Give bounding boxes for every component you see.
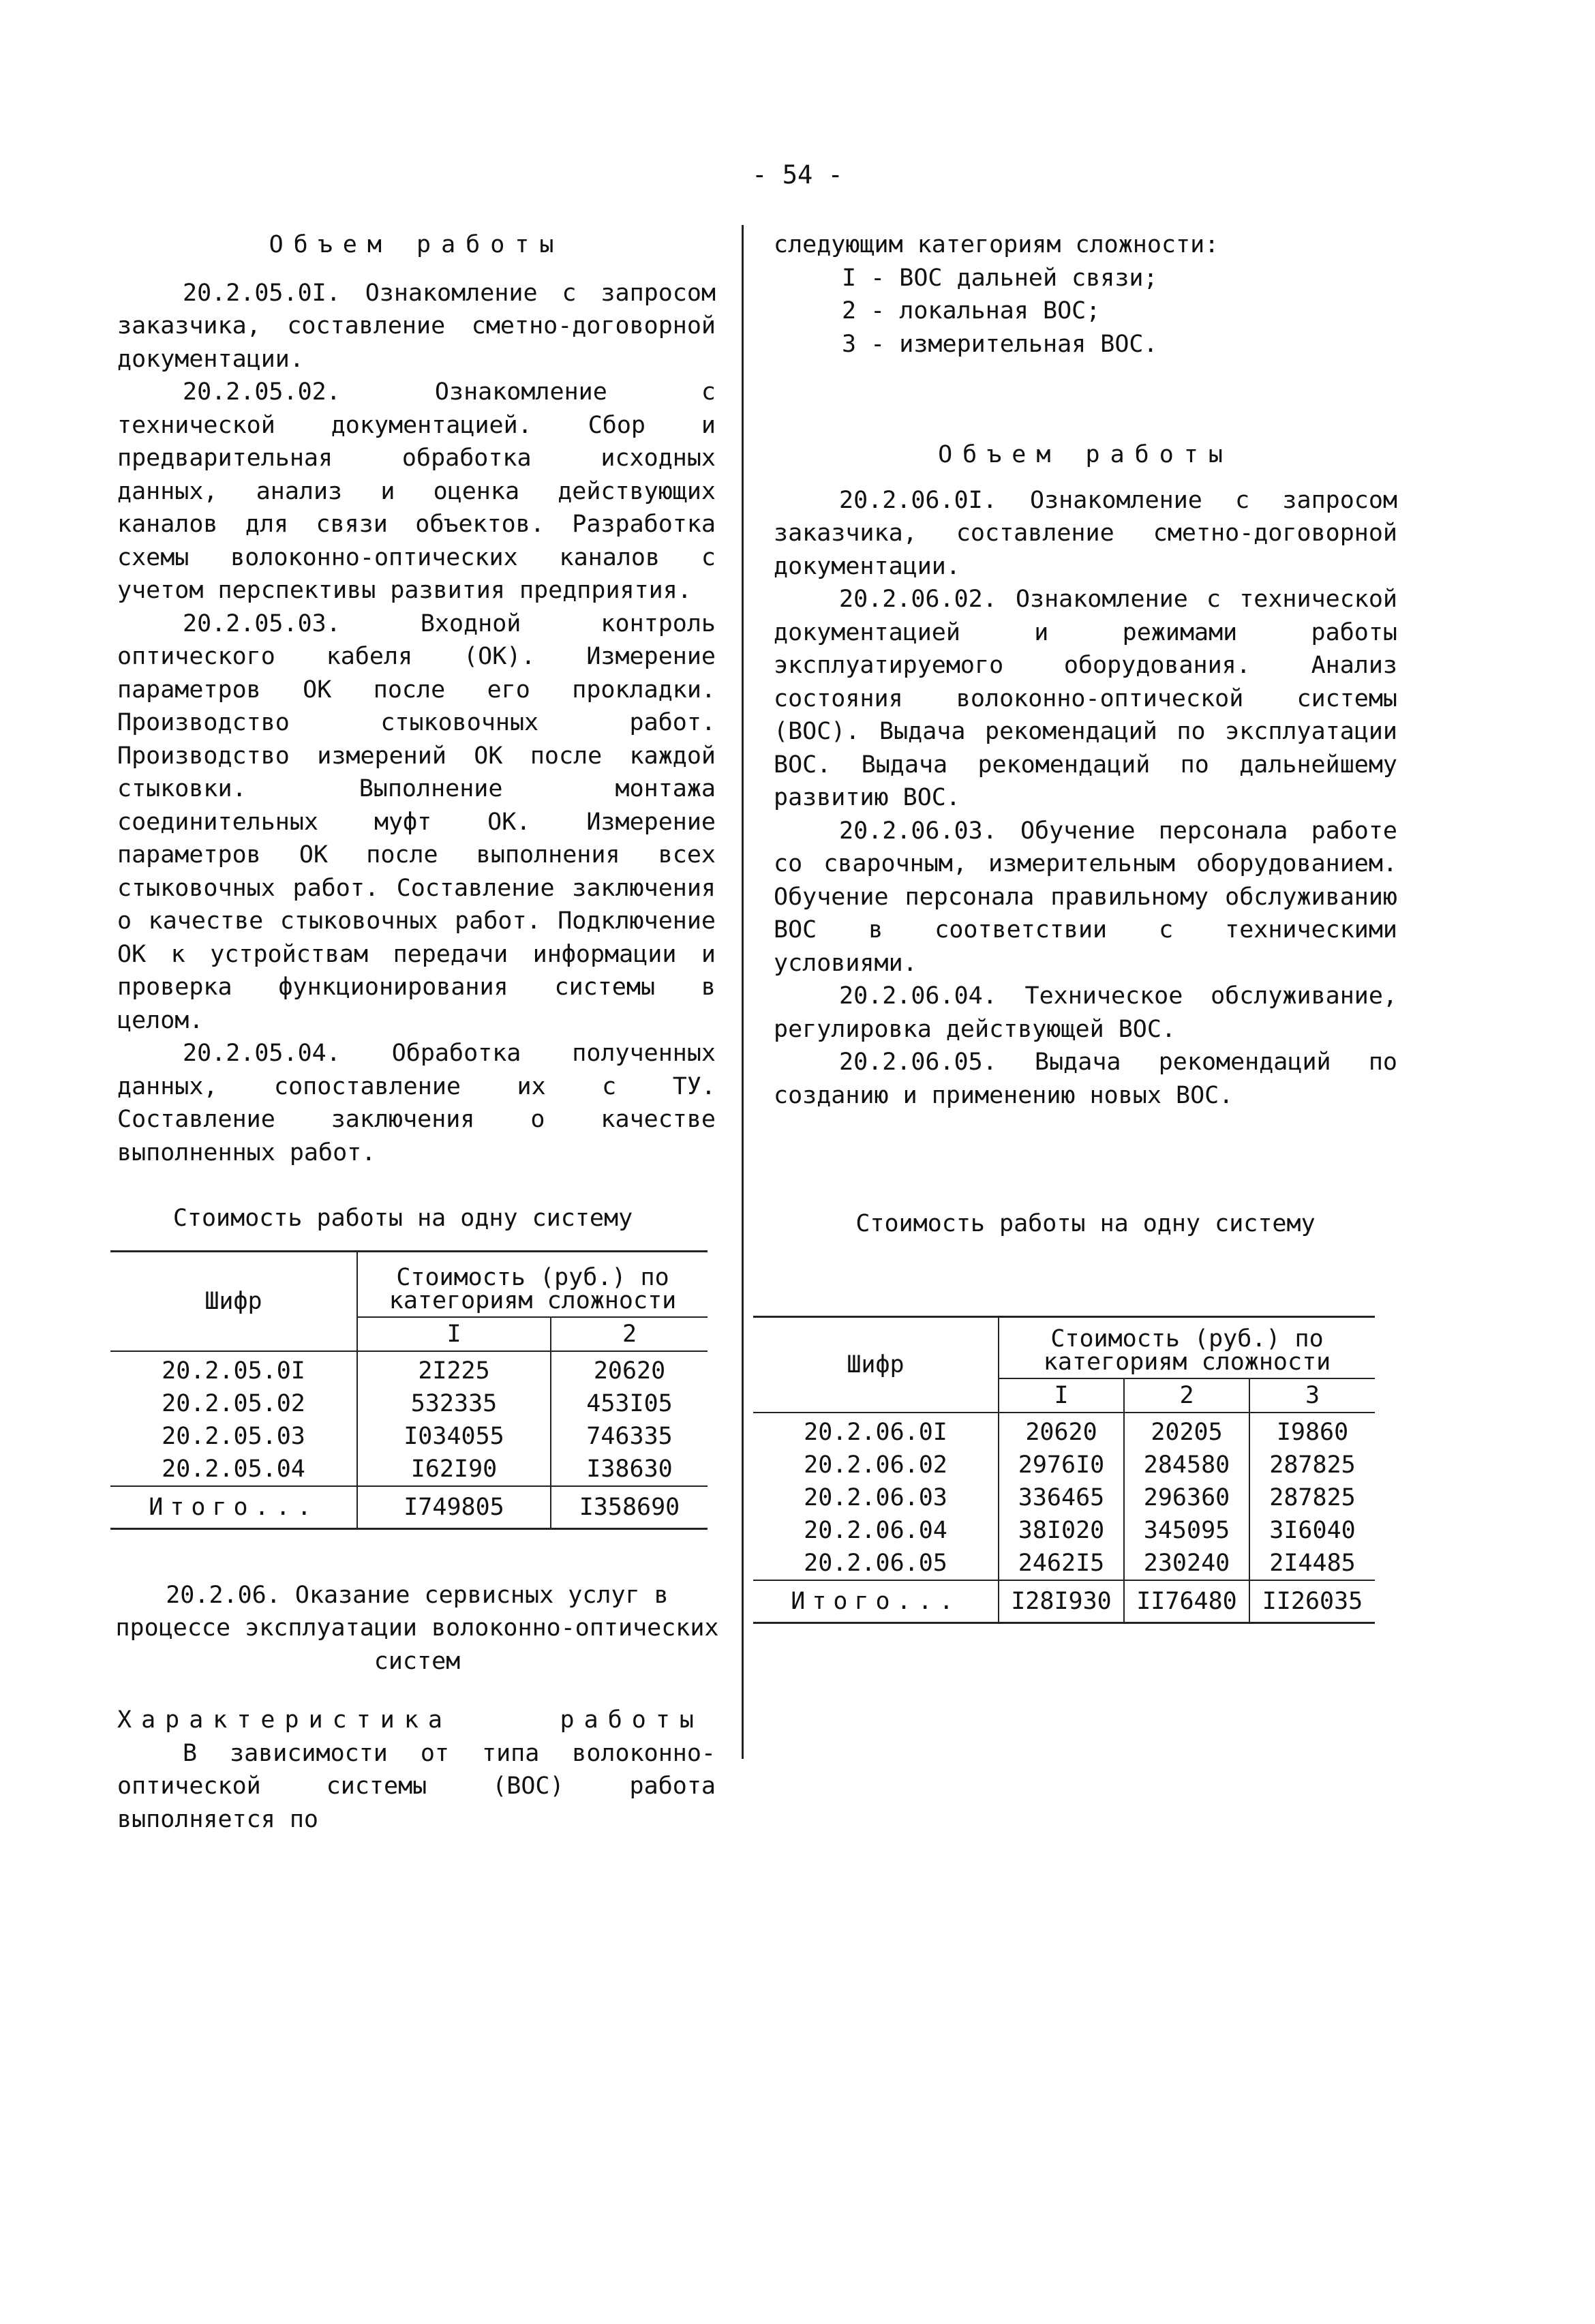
table-row bbox=[753, 1481, 1375, 1514]
table-row bbox=[753, 1413, 1375, 1449]
row-code: 20.2.06.05 bbox=[753, 1547, 999, 1580]
row-code: 20.2.05.0I bbox=[110, 1351, 357, 1387]
category-header-1: I bbox=[357, 1317, 551, 1351]
category-item: I - ВОС дальней связи; bbox=[842, 264, 1158, 292]
table-row bbox=[110, 1351, 708, 1387]
column-divider bbox=[742, 225, 744, 1759]
work-item-3: 20.2.06.04. Техническое обслуживание, регулировка действующей ВОС. bbox=[774, 982, 1397, 1043]
code-header: Шифр bbox=[753, 1316, 999, 1413]
table-row bbox=[753, 1449, 1375, 1481]
total-label: Итого... bbox=[110, 1486, 357, 1529]
row-value: 287825 bbox=[1269, 1451, 1356, 1479]
work-item-1: 20.2.06.02. Ознакомление с технической документацией и режимами работы эксплуатируемого оборудования. Анализ состояния волоконно-оптической системы (ВОС). Выдача рекомендаций по эксплуатации ВОС. Выдача рекомендаций по дальнейшему развитию ВОС. bbox=[774, 586, 1397, 811]
row-value: 336465 bbox=[999, 1481, 1124, 1514]
total-label: Итого... bbox=[753, 1580, 999, 1623]
characteristics-heading: Характеристика работы bbox=[117, 1706, 703, 1734]
row-value: 2976I0 bbox=[999, 1449, 1124, 1481]
category-header-3: 3 bbox=[1249, 1378, 1375, 1413]
category-item: 2 - локальная ВОС; bbox=[842, 297, 1101, 325]
table-row bbox=[110, 1420, 708, 1453]
work-scope-heading: Объем работы bbox=[269, 231, 564, 258]
row-value: 230240 bbox=[1124, 1547, 1249, 1580]
cost-header: Стоимость (руб.) по категориям сложности bbox=[357, 1251, 708, 1317]
row-value: 2I4485 bbox=[1249, 1547, 1375, 1580]
categories-intro: следующим категориям сложности: bbox=[774, 231, 1219, 258]
category-header-1: I bbox=[999, 1378, 1124, 1413]
row-value: I9860 bbox=[1276, 1418, 1349, 1446]
row-code: 20.2.05.03 bbox=[110, 1420, 357, 1453]
total-row bbox=[753, 1580, 1375, 1623]
row-value: 284580 bbox=[1124, 1449, 1249, 1481]
right-column bbox=[774, 228, 1397, 1624]
total-value: I358690 bbox=[579, 1493, 680, 1521]
table-row bbox=[753, 1514, 1375, 1547]
row-value: 3I6040 bbox=[1269, 1516, 1356, 1544]
work-item-3: 20.2.05.04. Обработка полученных данных, сопоставление их с ТУ. Составление заключения о качестве выполненных работ. bbox=[117, 1040, 716, 1166]
row-value: 20620 bbox=[593, 1357, 666, 1385]
total-value: I28I930 bbox=[999, 1580, 1124, 1623]
total-value: I749805 bbox=[357, 1486, 551, 1529]
table-row bbox=[753, 1547, 1375, 1580]
row-value: 287825 bbox=[1269, 1483, 1356, 1511]
row-code: 20.2.05.02 bbox=[110, 1387, 357, 1420]
cost-table-title: Стоимость работы на одну систему bbox=[172, 1205, 633, 1232]
work-item-0: 20.2.06.0I. Ознакомление с запросом заказчика, составление сметно-договорной документации. bbox=[774, 486, 1397, 580]
section-title: 20.2.06. Оказание сервисных услуг в процессе эксплуатации волоконно-оптических систем bbox=[115, 1581, 719, 1675]
total-value: II26035 bbox=[1262, 1587, 1363, 1615]
table-row bbox=[110, 1387, 708, 1420]
work-item-2: 20.2.05.03. Входной контроль оптического кабеля (ОК). Измерение параметров ОК после его прокладки. Производство стыковочных работ. Производство измерений ОК после каждой стыковки. Выполнение монтажа соединительных муфт ОК. Измерение параметров ОК после выполнения всех стыковочных работ. Составление заключения о качестве стыковочных работ. Подключение ОК к устройствам передачи информации и проверка функционирования системы в целом. bbox=[117, 609, 716, 1034]
category-item: 3 - измерительная ВОС. bbox=[842, 330, 1158, 358]
row-code: 20.2.06.0I bbox=[753, 1413, 999, 1449]
cost-table bbox=[753, 1316, 1375, 1624]
page-number: - 54 - bbox=[752, 160, 843, 190]
row-value: 2462I5 bbox=[999, 1547, 1124, 1580]
row-value: 746335 bbox=[586, 1422, 673, 1450]
work-scope-heading: Объем работы bbox=[938, 441, 1233, 468]
cost-table-title: Стоимость работы на одну систему bbox=[855, 1210, 1316, 1237]
work-item-0: 20.2.05.0I. Ознакомление с запросом заказчика, составление сметно-договорной документации. bbox=[117, 279, 716, 373]
row-value: 532335 bbox=[357, 1387, 551, 1420]
row-code: 20.2.05.04 bbox=[110, 1453, 357, 1486]
characteristics-text: В зависимости от типа волоконно-оптической системы (ВОС) работа выполняется по bbox=[117, 1739, 716, 1833]
left-column bbox=[115, 228, 719, 1836]
row-value: I38630 bbox=[551, 1453, 708, 1486]
row-value: 20205 bbox=[1124, 1413, 1249, 1449]
work-item-4: 20.2.06.05. Выдача рекомендаций по созданию и применению новых ВОС. bbox=[774, 1048, 1397, 1109]
row-value: 38I020 bbox=[999, 1514, 1124, 1547]
row-value: I62I90 bbox=[357, 1453, 551, 1486]
row-value: 20620 bbox=[999, 1413, 1124, 1449]
total-value: II76480 bbox=[1124, 1580, 1249, 1623]
table-row bbox=[110, 1453, 708, 1486]
row-value: 2I225 bbox=[357, 1351, 551, 1387]
cost-table bbox=[110, 1250, 708, 1530]
row-value: 453I05 bbox=[586, 1389, 673, 1417]
row-code: 20.2.06.02 bbox=[753, 1449, 999, 1481]
work-item-1: 20.2.05.02. Ознакомление с технической документацией. Сбор и предварительная обработка исходных данных, анализ и оценка действующих каналов для связи объектов. Разработка схемы волоконно-оптических каналов с учетом перспективы развития предприятия. bbox=[117, 378, 716, 604]
total-row bbox=[110, 1486, 708, 1529]
row-value: I034055 bbox=[357, 1420, 551, 1453]
category-header-2: 2 bbox=[551, 1317, 708, 1351]
row-value: 296360 bbox=[1124, 1481, 1249, 1514]
code-header: Шифр bbox=[110, 1251, 357, 1351]
row-value: 345095 bbox=[1124, 1514, 1249, 1547]
row-code: 20.2.06.04 bbox=[753, 1514, 999, 1547]
category-header-2: 2 bbox=[1124, 1378, 1249, 1413]
cost-header: Стоимость (руб.) по категориям сложности bbox=[999, 1316, 1375, 1378]
work-item-2: 20.2.06.03. Обучение персонала работе со сварочным, измерительным оборудованием. Обучение персонала правильному обслуживанию ВОС в соответствии с техническими условиями. bbox=[774, 817, 1397, 977]
row-code: 20.2.06.03 bbox=[753, 1481, 999, 1514]
